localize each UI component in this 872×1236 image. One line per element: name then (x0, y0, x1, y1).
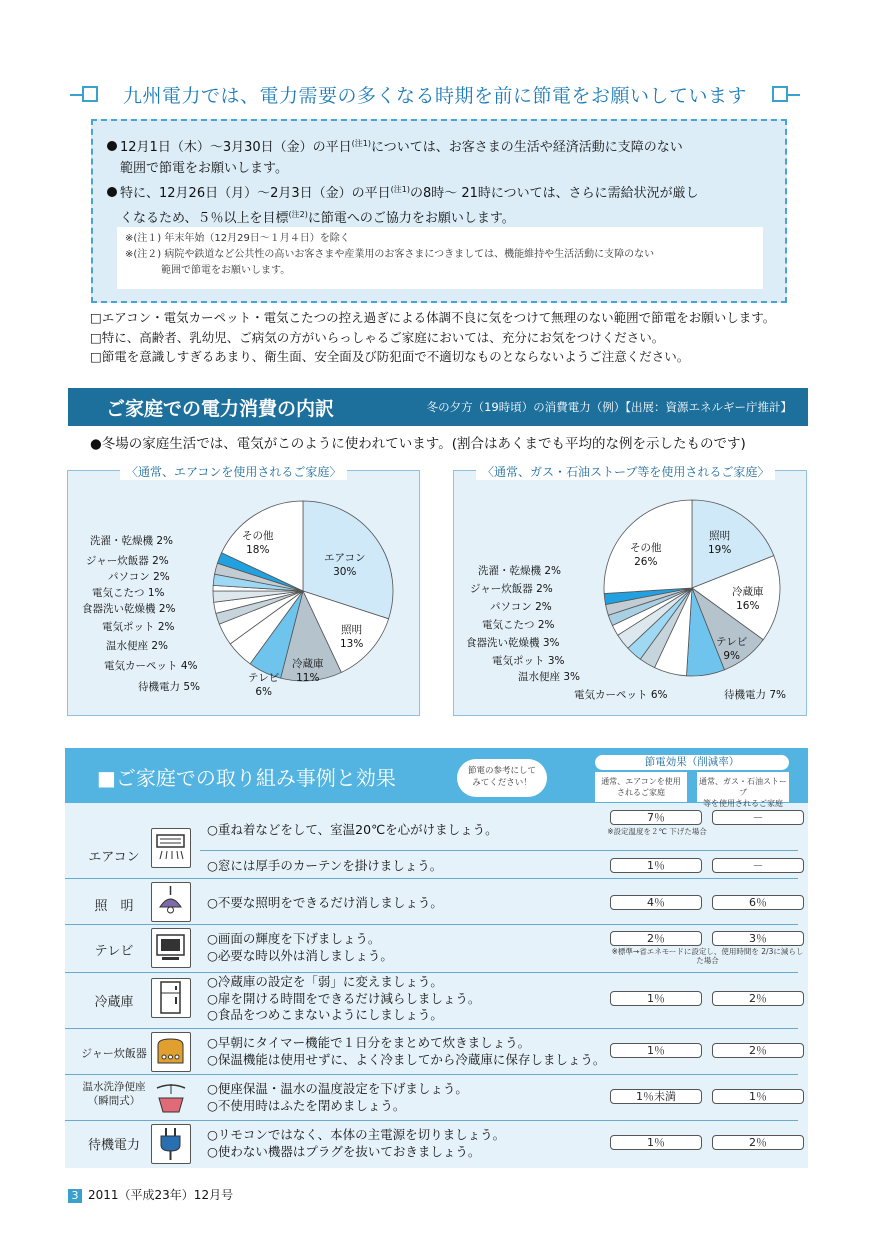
effect-value: 1％未満 (610, 1089, 702, 1104)
effect-value: 1％ (610, 991, 702, 1006)
column-header-gas: 通常、ガス・石油ストーブ 等を使用されるご家庭 (697, 772, 789, 802)
row-label-light: 照 明 (94, 899, 134, 914)
row-label-tv: テレビ (94, 944, 134, 959)
effect-value: 3％ (712, 931, 804, 946)
issue-date: 2011（平成23年）12月号 (88, 1188, 234, 1202)
section-intro: ●冬場の家庭生活では、電気がこのように使われています。(割合はあくまでも平均的な例を示したものです) (90, 436, 746, 452)
measure-item: ○重ね着などをして、室温20℃を心がけましょう。 (207, 822, 498, 837)
pie-label-tv: テレビ 9% (716, 636, 748, 662)
effect-header: 節電効果（削減率） (595, 755, 789, 770)
effect-value: － (712, 810, 804, 825)
effect-value: 7％ (610, 810, 702, 825)
effect-value: 2％ (610, 931, 702, 946)
notice-bullet-2: 特に、12月26日（月）～2月3日（金）の平日$^{(注1)}$の8時～ 21時については、さらに需給状況が厳し くなるため、５％以上を目標$^{(注2)}$に節電へのご協力をお願いします。 (107, 179, 699, 229)
measures-header (65, 748, 808, 808)
measure-item-group: ○冷蔵庫の設定を「弱」に変えましょう。 ○扉を開ける時間をできるだけ減らしましょう。 ○食品をつめこまないようにしましょう。 (207, 974, 481, 1022)
pie-label-tv: テレビ 6% (248, 672, 280, 698)
ceiling-lamp-icon (151, 882, 191, 922)
pie-label-dish: 食器洗い乾燥機 3% (466, 637, 560, 649)
row-label-aircon: エアコン (88, 850, 140, 865)
pie-label-pot: 電気ポット 2% (102, 621, 175, 633)
square-icon (772, 86, 788, 102)
effect-value: 1％ (610, 1135, 702, 1150)
measure-item: ○不要な照明をできるだけ消しましょう。 (207, 895, 443, 910)
effect-value: － (712, 858, 804, 873)
chart-title: 〈通常、エアコンを使用されるご家庭〉 (120, 463, 347, 480)
plug-icon (151, 1124, 191, 1164)
effect-value: 6％ (712, 895, 804, 910)
pie-label-light: 照明 13% (340, 624, 364, 650)
effect-value: 1％ (712, 1089, 804, 1104)
effect-value: 2％ (712, 1135, 804, 1150)
pie-label-standby: 待機電力 5% (138, 681, 200, 693)
pie-label-other: その他 18% (242, 530, 274, 556)
effect-value: 2％ (712, 991, 804, 1006)
pie-label-carpet: 電気カーペット 6% (574, 689, 668, 701)
pie-label-pc: パソコン 2% (490, 601, 552, 613)
row-label-standby: 待機電力 (87, 1138, 140, 1153)
caution-list (90, 308, 775, 367)
pie-label-light: 照明 19% (708, 530, 732, 556)
hint-bubble: 節電の参考にして みてください！ (457, 759, 547, 797)
notice-box (91, 119, 787, 303)
caution-item: □節電を意識しすぎるあまり、衛生面、安全面及び防犯面で不適切なものとならないようご注意ください。 (90, 349, 690, 364)
pie-label-rice: ジャー炊飯器 2% (86, 555, 169, 567)
page-number: 3 (68, 1189, 82, 1203)
refrigerator-icon (151, 978, 191, 1018)
pie-label-fridge: 冷蔵庫 16% (732, 586, 764, 612)
measure-item-group: ○リモコンではなく、本体の主電源を切りましょう。 ○使わない機器はプラグを抜いておきましょう。 (207, 1127, 506, 1159)
pie-label-aircon: エアコン 30% (324, 552, 366, 578)
pie-label-other: その他 26% (630, 542, 662, 568)
effect-value: 4％ (610, 895, 702, 910)
pie-label-toilet: 温水便座 3% (518, 671, 580, 683)
row-label-toilet: 温水洗浄便座 （瞬間式） (82, 1081, 146, 1107)
pie-chart-2-box (453, 465, 807, 716)
section-subtitle: 冬の夕方（19時頃）の消費電力（例）【出展：資源エネルギー庁推計】 (426, 400, 792, 414)
toilet-seat-icon (151, 1078, 191, 1118)
caution-item: □特に、高齢者、乳幼児、ご病気の方がいらっしゃるご家庭においては、充分にお気をつけください。 (90, 329, 665, 345)
rice-cooker-icon (151, 1032, 191, 1072)
pie-label-fridge: 冷蔵庫 11% (292, 658, 324, 684)
column-header-aircon: 通常、エアコンを使用 されるご家庭 (595, 772, 687, 802)
pie-label-kotatsu: 電気こたつ 2% (482, 619, 555, 631)
page-footer (68, 1186, 233, 1203)
measure-item-group: ○便座保温・温水の温度設定を下げましょう。 ○不使用時はふたを閉めましょう。 (207, 1081, 468, 1113)
effect-value: 1％ (610, 858, 702, 873)
section-title: ご家庭での電力消費の内訳 (106, 398, 335, 420)
caution-item: □エアコン・電気カーペット・電気こたつの控え過ぎによる体調不良に気をつけて無理のない範囲で節電をお願いします。 (90, 310, 776, 325)
pie-label-standby: 待機電力 7% (724, 689, 786, 701)
row-label-fridge: 冷蔵庫 (94, 995, 134, 1010)
pie-label-toilet: 温水便座 2% (106, 640, 168, 652)
pie-label-rice: ジャー炊飯器 2% (470, 583, 553, 595)
notice-bullet-1: 12月1日（木）～3月30日（金）の平日$^{(注1)}$については、お客さまの生活や経済活動に支障のない 範囲で節電をお願いします。 (107, 133, 683, 179)
effect-value: 2％ (712, 1043, 804, 1058)
television-icon (151, 928, 191, 968)
effect-note: ※設定温度を２℃ 下げた場合 (607, 827, 707, 836)
square-icon (82, 86, 98, 102)
chart-title: 〈通常、ガス・石油ストーブ等を使用されるご家庭〉 (476, 463, 775, 480)
air-conditioner-icon (151, 828, 191, 868)
measures-title: ■ご家庭での取り組み事例と効果 (97, 766, 396, 790)
measure-item-group: ○画面の輝度を下げましょう。 ○必要な時以外は消しましょう。 (207, 931, 393, 963)
measure-item-group: ○早朝にタイマー機能で１日分をまとめて炊きましょう。 ○保温機能は使用せずに、よく冷ましてから冷蔵庫に保存しましょう。 (207, 1035, 606, 1067)
notice-footnotes: ※(注１) 年末年始（12月29日～１月４日）を除く ※(注２) 病院や鉄道など公共性の高いお客さまや産業用のお客さまにつきましては、機能維持や生活活動に支障のない 範囲で節電をお願いします。 (117, 227, 763, 289)
section-header-consumption (68, 388, 808, 426)
pie-chart-1-box (67, 465, 420, 716)
page-title: 九州電力では、電力需要の多くなる時期を前に節電をお願いしています (122, 85, 747, 107)
pie-label-kotatsu: 電気こたつ 1% (92, 587, 165, 599)
effect-note: ※標準→省エネモードに設定し、使用時間を 2/3に減らした場合 (611, 947, 804, 965)
header-banner (70, 84, 800, 106)
pie-label-wash: 洗濯・乾燥機 2% (90, 535, 173, 547)
effect-value: 1％ (610, 1043, 702, 1058)
measure-item: ○窓には厚手のカーテンを掛けましょう。 (207, 858, 443, 873)
row-label-rice-cooker: ジャー炊飯器 (81, 1047, 147, 1060)
pie-label-pot: 電気ポット 3% (492, 655, 565, 667)
measures-panel (65, 748, 808, 1168)
pie-label-dish: 食器洗い乾燥機 2% (82, 603, 176, 615)
pie-label-wash: 洗濯・乾燥機 2% (478, 565, 561, 577)
pie-label-carpet: 電気カーペット 4% (104, 660, 198, 672)
pie-label-pc: パソコン 2% (108, 571, 170, 583)
